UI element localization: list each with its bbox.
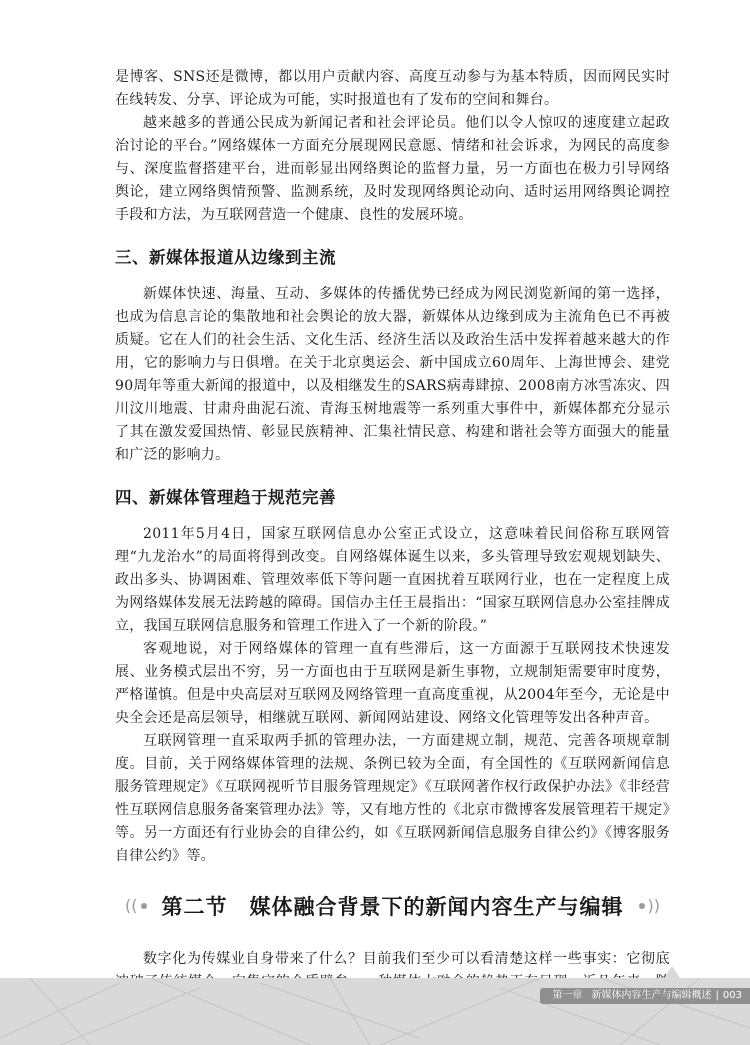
left-ornament-icon: ( ( <box>125 898 150 914</box>
section-heading-3: 三、新媒体报道从边缘到主流 <box>115 248 336 267</box>
footer-corner <box>664 966 680 978</box>
body-paragraph: 新媒体快速、海量、互动、多媒体的传播优势已经成为网民浏览新闻的第一选择，也成为信息言论的集散地和社会舆论的放大器，新媒体从边缘到成为主流角色已不再被质疑。它在人们的社会生活、文化生活、经济生活以及政治生活中发挥着越来越大的作用，它的影响力与日俱增。在关于北京奥运会、新中国成立60周年、上海世博会、建党90周年等重大新闻的报道中，以及相继发生的SARS病毒肆掠、2008南方冰雪冻灾、四川汶川地震、甘肃舟曲泥石流、青海玉树地震等一系列重大事件中，新媒体都充分显示了其在激发爱国热情、彰显民族精神、汇集社情民意、构建和谐社会等方面强大的能量和广泛的影响力。 <box>115 286 670 463</box>
footer-chapter-title: 新媒体内容生产与编辑概述 <box>591 990 712 1001</box>
footer-chapter: 第一章 <box>552 990 583 1001</box>
chapter-title: 媒体融合背景下的新闻内容生产与编辑 <box>249 895 624 919</box>
body-paragraph: 互联网管理一直采取两手抓的管理办法，一方面建规立制，规范、完善各项规章制度。目前，关于网络媒体管理的法规、条例已较为全面，有全国性的《互联网新闻信息服务管理规定》《互联网视听节目服务管理规定》《互联网著作权行政保护办法》《非经营性互联网信息服务备案管理办法》等，又有地方性的《北京市微博客发展管理若干规定》等。另一方面还有行业协会的自律公约，如《互联网新闻信息服务自律公约》《博客服务自律公约》等。 <box>115 733 670 864</box>
body-paragraph: 是博客、SNS还是微博，都以用户贡献内容、高度互动参与为基本特质，因而网民实时在线转发、分享、评论成为可能，实时报道也有了发布的空间和舞台。 <box>115 69 670 108</box>
page-number: 003 <box>722 990 742 1001</box>
body-paragraph: 越来越多的普通公民成为新闻记者和社会评论员。他们以令人惊叹的速度建立起政治讨论的平台。”网络媒体一方面充分展现网民意愿、情绪和社会诉求，为网民的高度参与、深度监督搭建平台，进而彰显出网络舆论的监督力量，另一方面也在极力引导网络舆论，建立网络舆情预警、监测系统，及时发现网络舆论动向、适时运用网络舆论调控手段和方法，为互联网营造一个健康、良性的发展环境。 <box>115 115 670 223</box>
chapter-heading <box>115 888 670 924</box>
right-ornament-icon: ) ) <box>636 898 661 914</box>
body-paragraph: 2011年5月4日，国家互联网信息办公室正式设立，这意味着民间俗称互联网管理“九龙治水”的局面将得到改变。自网络媒体诞生以来，多头管理导致宏观规划缺失、政出多头、协调困难、管理效率低下等问题一直困扰着互联网行业，也在一定程度上成为网络媒体发展无法跨越的障碍。国信办主任王晨指出：“国家互联网信息办公室挂牌成立，我国互联网信息服务和管理工作进入了一个新的阶段。” <box>115 526 670 634</box>
page-body <box>115 66 670 1017</box>
running-footer <box>540 988 750 1004</box>
footer-separator: | <box>715 990 719 1001</box>
chapter-number: 第二节 <box>161 895 228 919</box>
body-paragraph: 客观地说，对于网络媒体的管理一直有些滞后，这一方面源于互联网技术快速发展、业务模式层出不穷，另一方面也由于互联网是新生事物，立规制矩需要审时度势，严格谨慎。但是中央高层对互联网及网络管理一直高度重视，从2004年至今，无论是中央全会还是高层领导，相继就互联网、新闻网站建设、网络文化管理等发出各种声音。 <box>115 641 670 726</box>
section-heading-4: 四、新媒体管理趋于规范完善 <box>115 488 336 507</box>
body-paragraph: 数字化为传媒业自身带来了什么？目前我们至少可以看清楚这样一些事实：它彻底 <box>143 951 670 967</box>
